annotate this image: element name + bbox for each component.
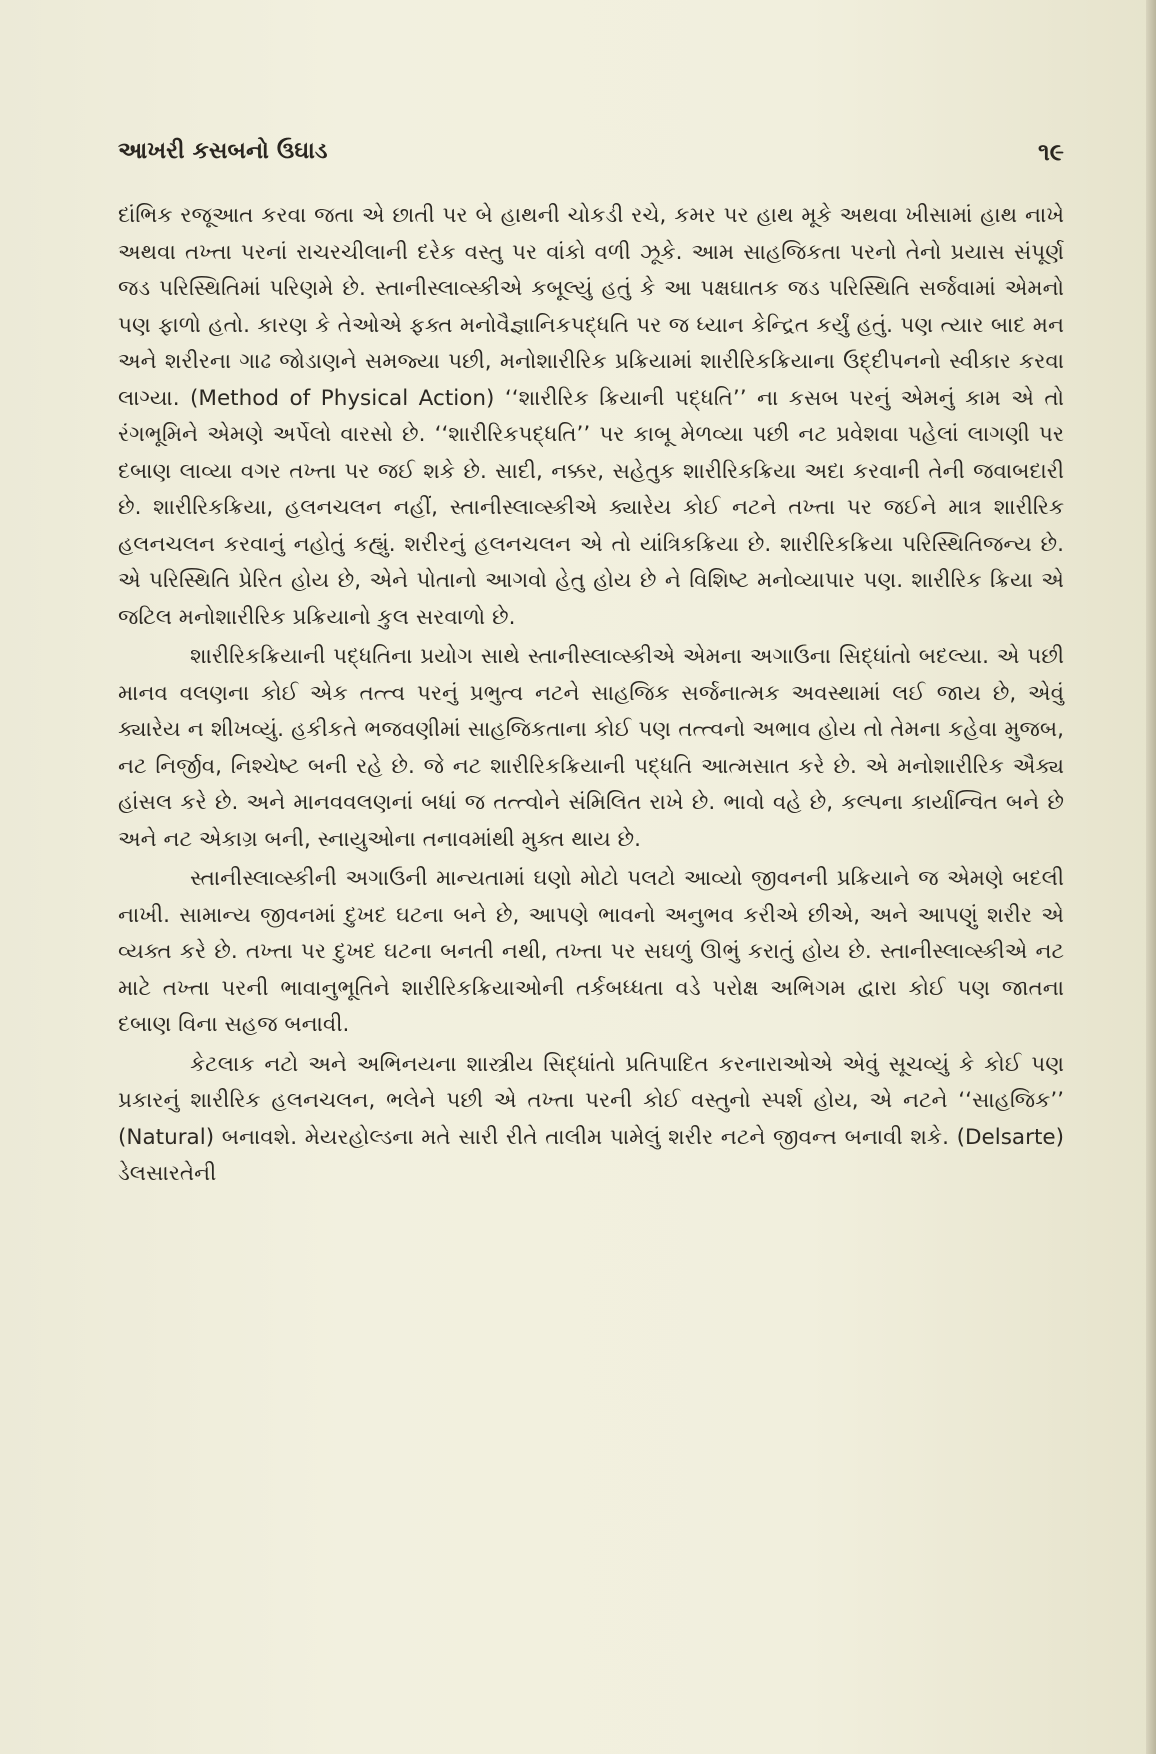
running-head: આખરી કસબનો ઉઘાડ bbox=[118, 138, 328, 164]
page-header bbox=[118, 138, 1064, 178]
paragraph-4: કેટલાક નટો અને અભિનયના શાસ્ત્રીય સિદ્ધાંતો પ્રતિપાદિત કરનારાઓએ એવું સૂચવ્યું કે કોઈ પણ પ્રકારનું શારીરિક હલનચલન, ભલેને પછી એ તખ્તા પરની કોઈ વસ્તુનો સ્પર્શ હોય, એ નટને ‘‘સાહજિક’’ (Natural) બનાવશે. મેયરહોલ્ડના મતે સારી રીતે તાલીમ પામેલું શરીર નટને જીવન્ત બનાવી શકે. (Delsarte) ડેલસારતેની bbox=[118, 1051, 1064, 1186]
page-number: ૧૯ bbox=[1038, 138, 1064, 166]
paragraph-1: દાંભિક રજૂઆત કરવા જતા એ છાતી પર બે હાથની ચોકડી રચે, કમર પર હાથ મૂકે અથવા ખીસામાં હાથ નાખે અથવા તખ્તા પરનાં રાચરચીલાની દરેક વસ્તુ પર વાંકો વળી ઝૂકે. આમ સાહજિકતા પરનો તેનો પ્રયાસ સંપૂર્ણ જડ પરિસ્થિતિમાં પરિણમે છે. સ્તાનીસ્લાવ્સ્કીએ કબૂલ્યું હતું કે આ પક્ષઘાતક જડ પરિસ્થિતિ સર્જવામાં એમનો પણ ફાળો હતો. કારણ કે તેઓએ ફક્ત મનોવૈજ્ઞાનિકપદ્ધતિ પર જ ધ્યાન કેન્દ્રિત કર્યું હતું. પણ ત્યાર બાદ મન અને શરીરના ગાઢ જોડાણને સમજ્યા પછી, મનોશારીરિક પ્રક્રિયામાં શારીરિકક્રિયાના ઉદ્દીપનનો સ્વીકાર કરવા લાગ્યા. (Method of Physical Action) ‘‘શારીરિક ક્રિયાની પદ્ધતિ’’ ના કસબ પરનું એમનું કામ એ તો રંગભૂમિને એમણે અર્પેલો વારસો છે. ‘‘શારીરિકપદ્ધતિ’’ પર કાબૂ મેળવ્યા પછી નટ પ્રવેશવા પહેલાં લાગણી પર દબાણ લાવ્યા વગર તખ્તા પર જઈ શકે છે. સાદી, નક્કર, સહેતુક શારીરિકક્રિયા અદા કરવાની તેની જવાબદારી છે. શારીરિકક્રિયા, હલનચલન નહીં, સ્તાનીસ્લાવ્સ્કીએ ક્યારેય કોઈ નટને તખ્તા પર જઈને માત્ર શારીરિક હલનચલન કરવાનું નહોતું કહ્યું. શરીરનું હલનચલન એ તો યાંત્રિકક્રિયા છે. શારીરિકક્રિયા પરિસ્થિતિજન્ય છે. એ પરિસ્થિતિ પ્રેરિત હોય છે, એને પોતાનો આગવો હેતુ હોય છે ને વિશિષ્ટ મનોવ્યાપાર પણ. શારીરિક ક્રિયા એ જટિલ મનોશારીરિક પ્રક્રિયાનો કુલ સરવાળો છે. bbox=[118, 203, 1064, 630]
body-text bbox=[118, 198, 1064, 1193]
page-edge-shadow bbox=[1146, 0, 1156, 1754]
paragraph-3: સ્તાનીસ્લાવ્સ્કીની અગાઉની માન્યતામાં ઘણો મોટો પલટો આવ્યો જીવનની પ્રક્રિયાને જ એમણે બદલી નાખી. સામાન્ય જીવનમાં દુખદ ઘટના બને છે, આપણે ભાવનો અનુભવ કરીએ છીએ, અને આપણું શરીર એ વ્યક્ત કરે છે. તખ્તા પર દુખદ ઘટના બનતી નથી, તખ્તા પર સઘળું ઊભું કરાતું હોય છે. સ્તાનીસ્લાવ્સ્કીએ નટ માટે તખ્તા પરની ભાવાનુભૂતિને શારીરિકક્રિયાઓની તર્કબધ્ધતા વડે પરોક્ષ અભિગમ દ્વારા કોઈ પણ જાતના દબાણ વિના સહજ બનાવી. bbox=[118, 866, 1064, 1037]
paragraph-2: શારીરિકક્રિયાની પદ્ધતિના પ્રયોગ સાથે સ્તાનીસ્લાવ્સ્કીએ એમના અગાઉના સિદ્ધાંતો બદલ્યા. એ પછી માનવ વલણના કોઈ એક તત્ત્વ પરનું પ્રભુત્વ નટને સાહજિક સર્જનાત્મક અવસ્થામાં લઈ જાય છે, એવું ક્યારેય ન શીખવ્યું. હકીકતે ભજવણીમાં સાહજિકતાના કોઈ પણ તત્ત્વનો અભાવ હોય તો તેમના કહેવા મુજબ, નટ નિર્જીવ, નિશ્ચેષ્ટ બની રહે છે. જે નટ શારીરિકક્રિયાની પદ્ધતિ આત્મસાત કરે છે. એ મનોશારીરિક ઐક્ય હાંસલ કરે છે. અને માનવવલણનાં બધાં જ તત્ત્વોને સંમિલિત રાખે છે. ભાવો વહે છે, કલ્પના કાર્યાન્વિત બને છે અને નટ એકાગ્ર બની, સ્નાયુઓના તનાવમાંથી મુક્ત થાય છે. bbox=[118, 644, 1064, 852]
